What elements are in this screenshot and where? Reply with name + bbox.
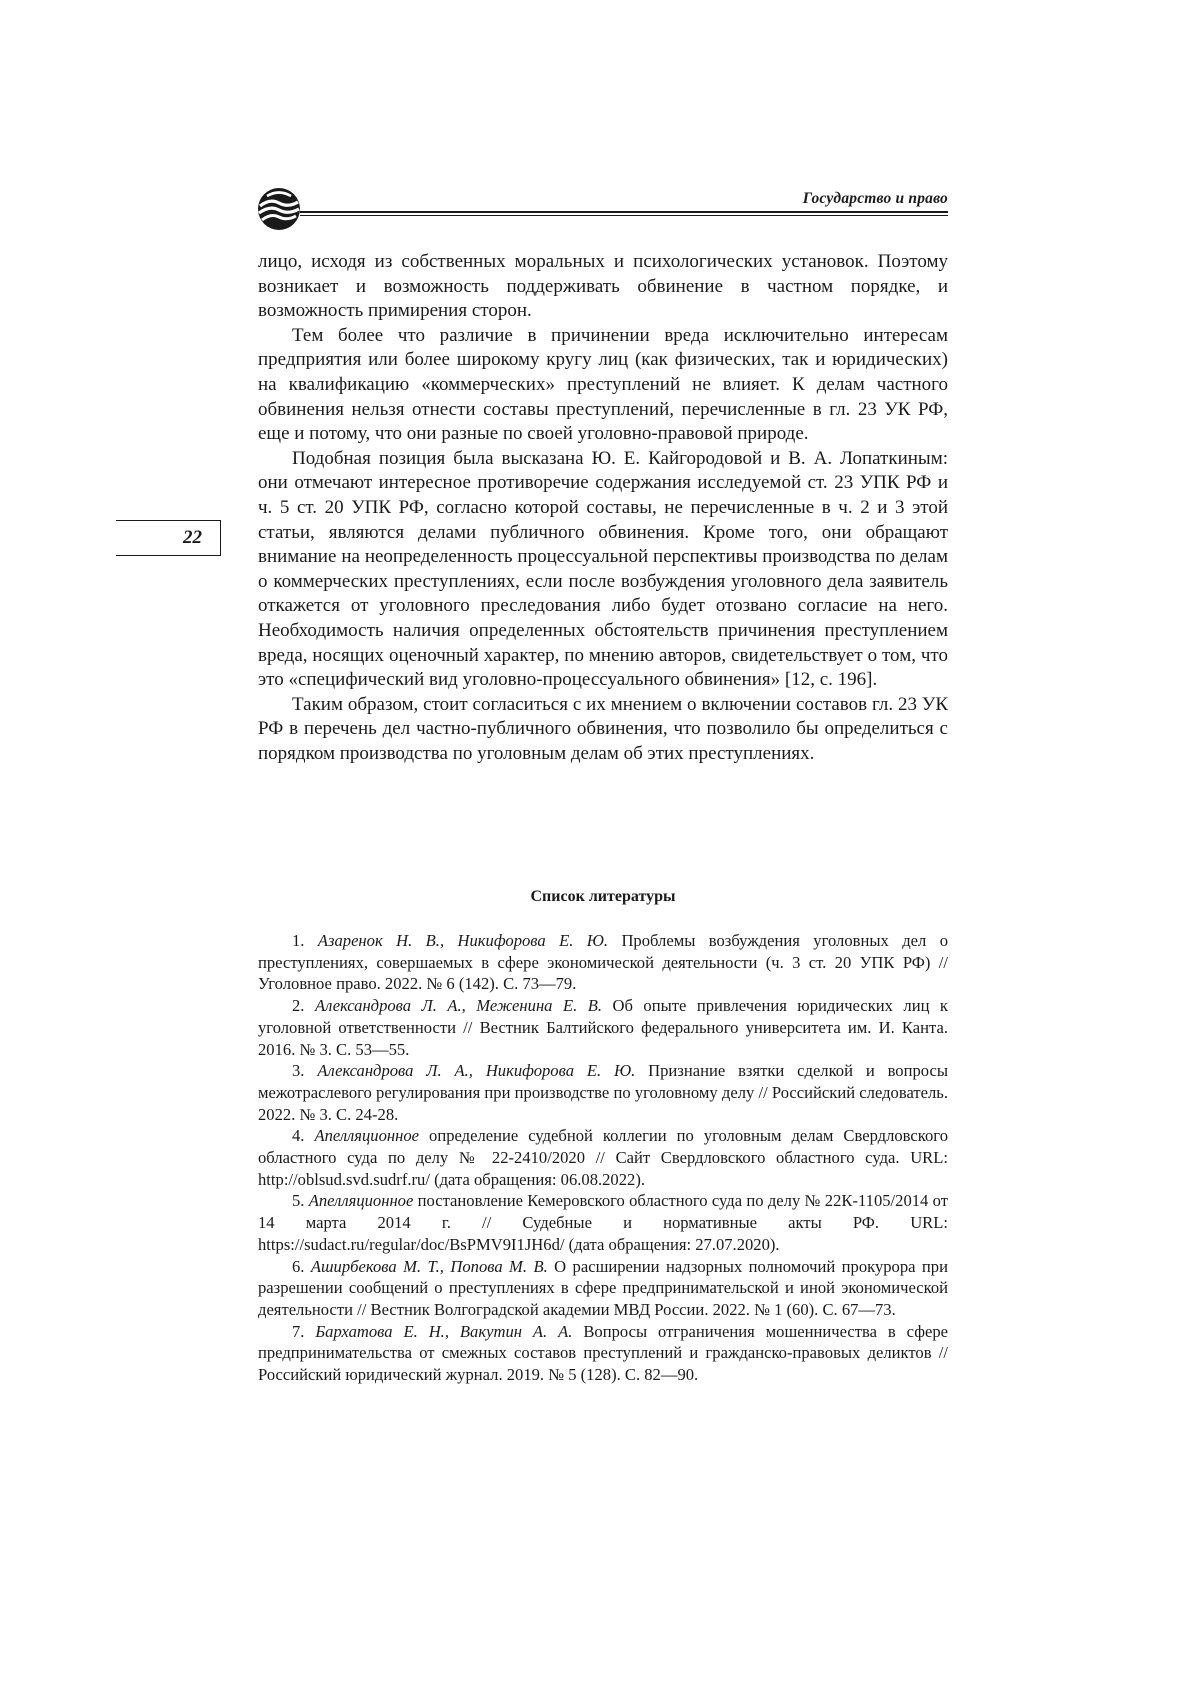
reference-authors: Александрова Л. А., Меженина Е. В.: [314, 996, 603, 1016]
reference-text: Признание взятки сделкой и вопросы межотраслевого регулирования при производстве по уголовному делу // Российский следователь. 2022. № 3. С. 24-28.: [258, 1061, 948, 1124]
reference-authors: Александрова Л. А., Никифорова Е. Ю.: [317, 1061, 636, 1081]
header-rule: [300, 211, 948, 213]
reference-number: 5.: [292, 1191, 305, 1211]
reference-item: [258, 1125, 948, 1190]
reference-text: Вопросы отграничения мошенничества в сфере предпринимательства от смежных составов преступлений и гражданско-правовых деликтов // Российский юридический журнал. 2019. № 5 (128). С. 82—90.: [258, 1321, 948, 1385]
reference-item: [258, 930, 948, 995]
reference-number: 2.: [292, 996, 305, 1016]
header-rule-thin: [300, 215, 948, 216]
reference-item: [258, 1321, 948, 1386]
body-paragraph: лицо, исходя из собственных моральных и психологических установок. Поэтому возникает и возможность поддерживать обвинение в частном порядке, и возможность примирения сторон.: [258, 251, 948, 322]
reference-authors: Аширбекова М. Т., Попова М. В.: [310, 1256, 548, 1276]
reference-number: 7.: [292, 1321, 305, 1341]
references-heading: Список литературы: [530, 888, 676, 905]
body-paragraph: Таким образом, стоит согласиться с их мнением о включении составов гл. 23 УК РФ в перечень дел частно-публичного обвинения, что позволило бы определиться с порядком производства по уголовным делам об этих преступлениях.: [258, 693, 948, 764]
reference-authors: Апелляционное: [314, 1126, 420, 1146]
reference-number: 3.: [292, 1061, 305, 1081]
reference-text: определение судебной коллегии по уголовным делам Свердловского областного суда по делу № 22-2410/2020 // Сайт Свердловского областного суда. URL: http://oblsud.svd.sudrf.ru/ (дата обращения: 06.08.2022).: [258, 1126, 948, 1189]
reference-item: [258, 995, 948, 1060]
article-body: [258, 250, 948, 766]
reference-item: [258, 1256, 948, 1321]
reference-authors: Апелляционное: [308, 1191, 414, 1211]
journal-title: Государство и право: [802, 190, 948, 207]
references-list: [258, 930, 948, 1386]
reference-number: 4.: [292, 1126, 305, 1146]
reference-number: 1.: [292, 931, 305, 950]
reference-authors: Бархатова Е. Н., Вакутин А. А.: [315, 1321, 573, 1341]
reference-item: [258, 1190, 948, 1255]
reference-text: Проблемы возбуждения уголовных дел о преступлениях, совершаемых в сфере экономической деятельности (ч. 3 ст. 20 УПК РФ) // Уголовное право. 2022. № 6 (142). С. 73—79.: [258, 931, 948, 994]
page-number: 22: [183, 527, 202, 548]
reference-authors: Азаренок Н. В., Никифорова Е. Ю.: [317, 931, 609, 950]
reference-text: постановление Кемеровского областного суда по делу № 22К-1105/2014 от 14 марта 2014 г. // Судебные и нормативные акты РФ. URL: https://sudact.ru/regular/doc/BsPMV9I1JH6d/ (дата обращения: 27.07.2020).: [258, 1191, 948, 1254]
reference-text: О расширении надзорных полномочий прокурора при разрешении сообщений о преступлениях в сфере предпринимательской и иной экономической деятельности // Вестник Волгоградской академии МВД России. 2022. № 1 (60). С. 67—73.: [258, 1256, 948, 1319]
body-paragraph: Тем более что различие в причинении вреда исключительно интересам предприятия или более широкому кругу лиц (как физических, так и юридических) на квалификацию «коммерческих» преступлений не влияет. К делам частного обвинения нельзя отнести составы преступлений, перечисленные в гл. 23 УК РФ, еще и потому, что они разные по своей уголовно-правовой природе.: [258, 324, 948, 445]
body-paragraph: Подобная позиция была высказана Ю. Е. Кайгородовой и В. А. Лопаткиным: они отмечают интересное противоречие содержания исследуемой ст. 23 УПК РФ и ч. 5 ст. 20 УПК РФ, согласно которой составы, не перечисленные в ч. 2 и 3 этой статьи, являются делами публичного обвинения. Кроме того, они обращают внимание на неопределенность процессуальной перспективы производства по делам о коммерческих преступлениях, если после возбуждения уголовного дела заявитель откажется от уголовного преследования либо будет отозвано согласие на него. Необходимость наличия определенных обстоятельств причинения преступлением вреда, носящих оценочный характер, по мнению авторов, свидетельствует о том, что это «специфический вид уголовно-процессуального обвинения» [12, с. 196].: [258, 447, 948, 691]
page-number-box: [116, 520, 221, 556]
reference-number: 6.: [292, 1256, 305, 1276]
reference-item: [258, 1060, 948, 1125]
reference-text: Об опыте привлечения юридических лиц к уголовной ответственности // Вестник Балтийского федерального университета им. И. Канта. 2016. № 3. С. 53—55.: [258, 996, 948, 1059]
journal-wave-logo-icon: [256, 186, 302, 232]
